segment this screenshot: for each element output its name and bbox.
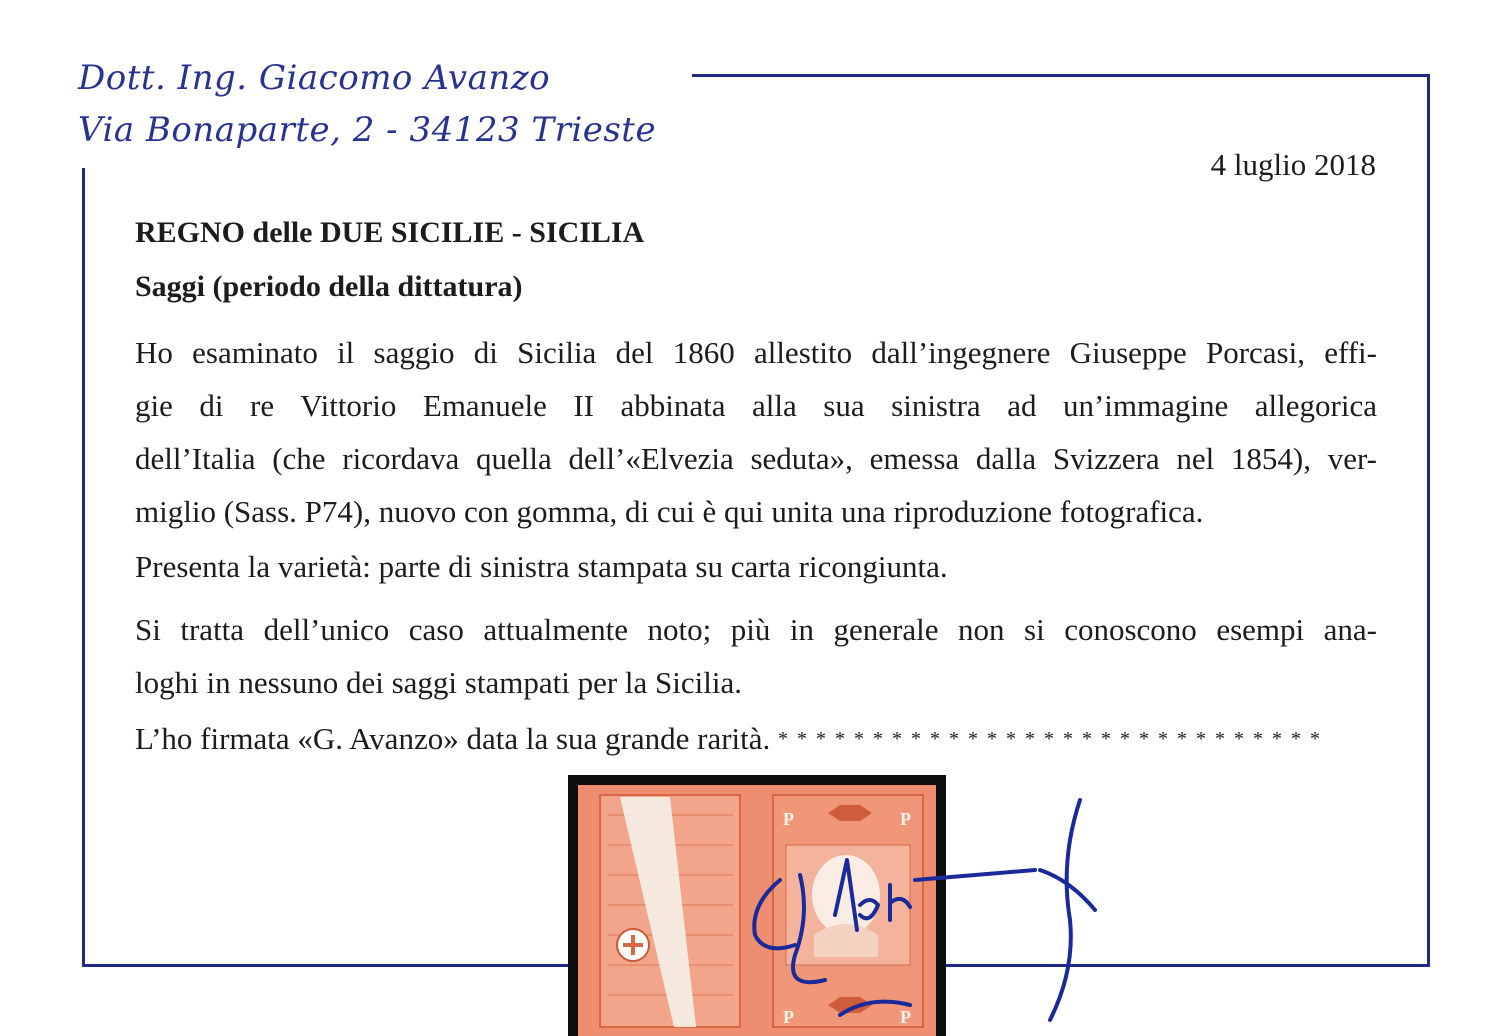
paragraph-line: gie di re Vittorio Emanuele II abbinata alla sua sinistra ad un’immagine allegorica <box>135 388 1377 423</box>
paragraph-line: Ho esaminato il saggio di Sicilia del 1860 allestito dall’ingegnere Giuseppe Porcasi, effi- <box>135 335 1377 370</box>
paragraph-line: Presenta la varietà: parte di sinistra stampata su carta ricongiunta. <box>135 549 948 584</box>
letterhead-address: Via Bonaparte, 2 - 34123 Trieste <box>78 110 657 150</box>
paragraph-uniqueness <box>135 603 1377 709</box>
paragraph-variety <box>135 540 1377 593</box>
stamp-corner-letter: P <box>783 809 794 829</box>
star-fill-line: * * * * * * * * * * * * * * * * * * * * * * * * * * * * * <box>778 728 1323 750</box>
stamp-corner-letter: P <box>900 809 911 829</box>
stamp-corner-letter: P <box>783 1007 794 1027</box>
letterhead-name: Dott. Ing. Giacomo Avanzo <box>78 58 551 98</box>
paragraph-signature-note <box>135 712 1377 766</box>
paragraph-examination <box>135 326 1377 538</box>
handwritten-signature <box>740 785 1140 1036</box>
certificate-frame-right <box>1427 74 1430 967</box>
signature-note-text: L’ho firmata «G. Avanzo» data la sua grande rarità. <box>135 721 771 756</box>
paragraph-line: Si tratta dell’unico caso attualmente noto; più in generale non si conoscono esempi ana- <box>135 612 1377 647</box>
stamp-corner-letter: P <box>900 1007 911 1027</box>
certificate-heading: REGNO delle DUE SICILIE - SICILIA <box>135 216 645 249</box>
paragraph-line <box>135 712 1377 766</box>
paragraph-line: miglio (Sass. P74), nuovo con gomma, di cui è qui unita una riproduzione fotografica. <box>135 494 1204 529</box>
paragraph-line: dell’Italia (che ricordava quella dell’«Elvezia seduta», emessa dalla Svizzera nel 1854), ver- <box>135 441 1377 476</box>
certificate-frame-top <box>692 74 1430 77</box>
certificate-frame-left <box>82 168 85 967</box>
letterhead <box>78 52 656 156</box>
certificate-date: 4 luglio 2018 <box>1210 147 1376 182</box>
certificate-subheading: Saggi (periodo della dittatura) <box>135 270 523 303</box>
paragraph-line: loghi in nessuno dei saggi stampati per la Sicilia. <box>135 665 742 700</box>
